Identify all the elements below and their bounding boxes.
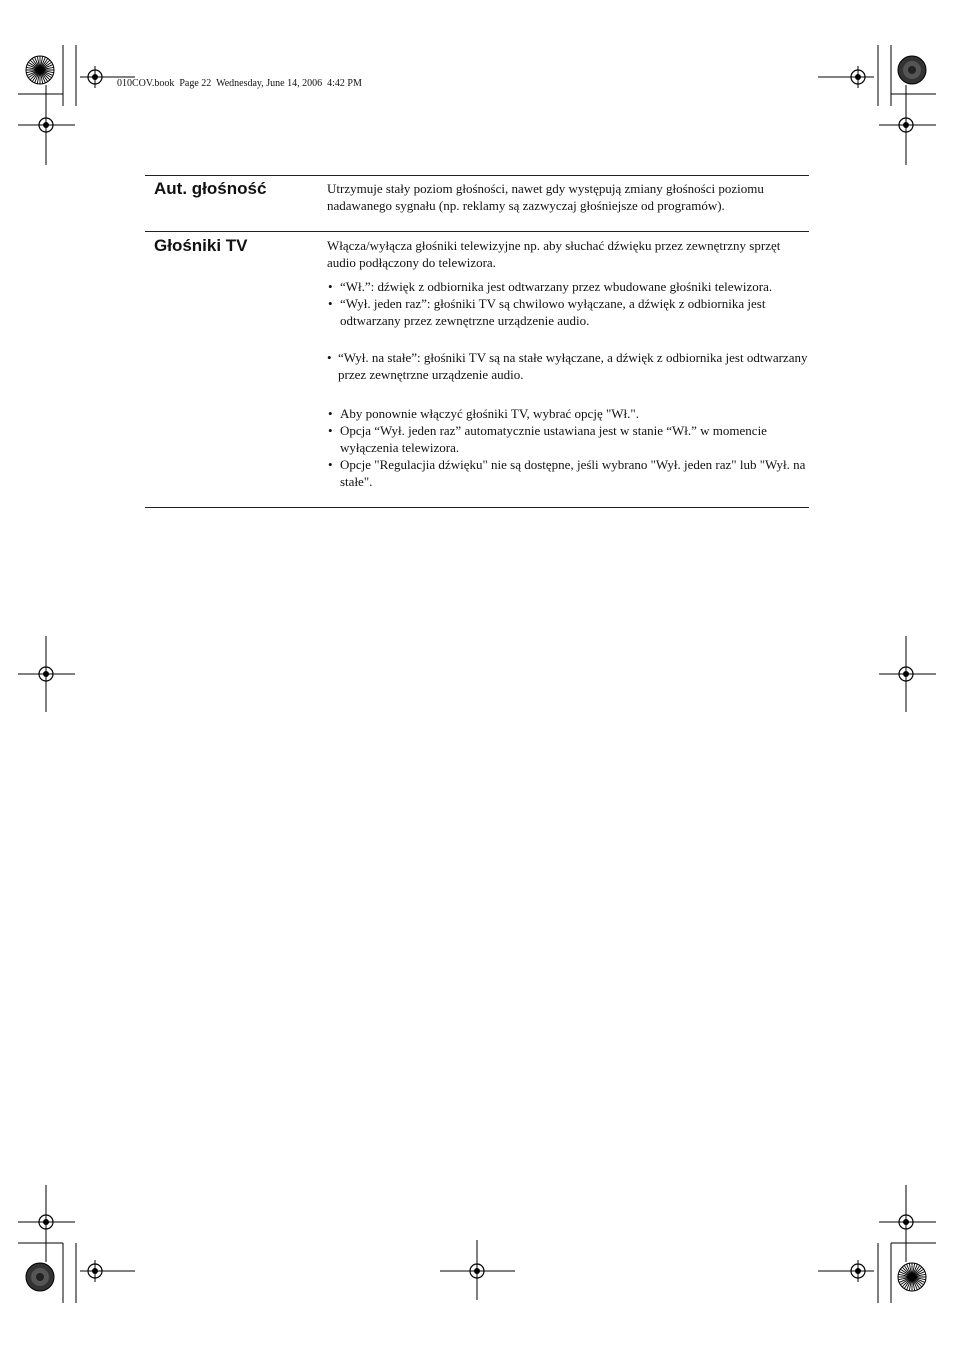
note-item: • Opcje "Regulacjia dźwięku" nie są dostępne, jeśli wybrano "Wył. jeden raz" lub "Wył. na stałe". — [327, 456, 809, 490]
print-slug: 010COV.book Page 22 Wednesday, June 14, 2006 4:42 PM — [117, 78, 362, 89]
tv-speakers-options — [327, 278, 809, 329]
setting-description-tv-speakers — [327, 237, 809, 271]
option-item-on: • “Wł.”: dźwięk z odbiornika jest odtwarzany przez wbudowane głośniki telewizora. — [327, 278, 809, 295]
setting-name-auto-volume: Aut. głośność — [154, 179, 267, 198]
option-item-off-permanent: • “Wył. na stałe”: głośniki TV są na stałe wyłączane, a dźwięk z odbiornika jest odtwarzany przez zewnętrzne urządzenie audio. — [327, 349, 809, 383]
option-list — [327, 278, 809, 329]
description-text: Włącza/wyłącza głośniki telewizyjne np. aby słuchać dźwięku przez zewnętrzny sprzęt audio podłączony do telewizora. — [327, 238, 781, 270]
note-item: • Aby ponownie włączyć głośniki TV, wybrać opcję "Wł.". — [327, 405, 809, 422]
notes-list — [327, 405, 809, 490]
table-row-divider — [145, 231, 809, 232]
setting-description-auto-volume — [327, 180, 809, 214]
option-list — [327, 349, 809, 383]
option-item-off-once: • “Wył. jeden raz”: głośniki TV są chwilowo wyłączane, a dźwięk z odbiornika jest odtwarzany przez zewnętrzne urządzenie audio. — [327, 295, 809, 329]
note-item: • Opcja “Wył. jeden raz” automatycznie ustawiana jest w stanie “Wł.” w momencie wyłączenia telewizora. — [327, 422, 809, 456]
description-text: Utrzymuje stały poziom głośności, nawet gdy występują zmiany głośności poziomu nadawanego sygnału (np. reklamy są zazwyczaj głośniejsze od programów). — [327, 181, 764, 213]
tv-speakers-option-permanent — [327, 349, 809, 383]
setting-name-tv-speakers: Głośniki TV — [154, 236, 248, 255]
table-top-rule — [145, 175, 809, 176]
tv-speakers-notes — [327, 405, 809, 490]
table-bottom-rule — [145, 507, 809, 508]
